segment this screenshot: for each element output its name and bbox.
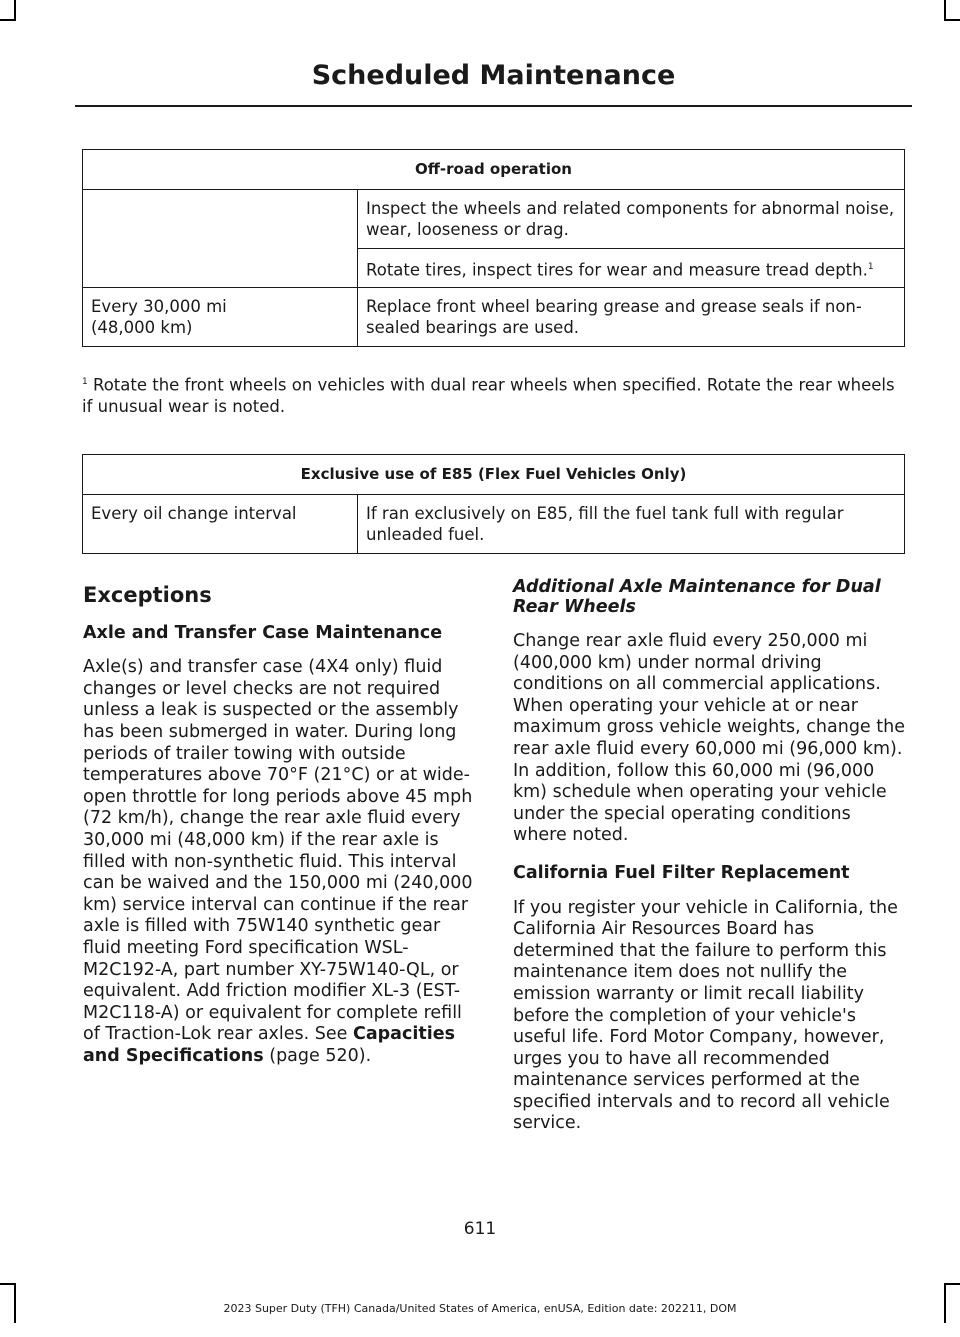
crop-mark-top-right-h xyxy=(944,19,960,21)
header-divider xyxy=(75,105,912,107)
table-footnote xyxy=(82,372,905,417)
footnote-marker: 1 xyxy=(867,262,874,272)
table-row xyxy=(83,287,905,346)
page-footer: 2023 Super Duty (TFH) Canada/United States of America, enUSA, Edition date: 202211, DOM xyxy=(223,1302,737,1315)
interval-cell xyxy=(83,190,358,288)
interval-cell xyxy=(83,287,358,346)
interval-line: Every 30,000 mi xyxy=(91,296,227,316)
dual-rear-paragraph: Change rear axle fluid every 250,000 mi (400,000 km) under normal driving conditions on all commercial applications. When operating your vehicle at or near maximum gross vehicle weights, change the rear axle fluid every 60,000 mi (96,000 km). In addition, follow this 60,000 mi (96,000 km) schedule when operating your vehicle under the special operating conditions where noted. xyxy=(513,631,905,846)
action-cell: Replace front wheel bearing grease and grease seals if non-sealed bearings are used. xyxy=(358,287,905,346)
off-road-operation-table xyxy=(82,149,905,347)
subsection-title: Axle and Transfer Case Maintenance xyxy=(83,622,443,643)
action-cell: Inspect the wheels and related components for abnormal noise, wear, looseness or drag. xyxy=(358,190,905,249)
table-row xyxy=(83,495,905,554)
interval-cell: Every oil change interval xyxy=(83,495,358,554)
action-text: Rotate tires, inspect tires for wear and measure tread depth. xyxy=(366,260,868,280)
footnote-text: Rotate the front wheels on vehicles with dual rear wheels when specified. Rotate the rear wheels if unusual wear is noted. xyxy=(82,375,895,416)
page-title: Scheduled Maintenance xyxy=(311,60,676,91)
crop-mark-top-right xyxy=(944,0,946,19)
section-title: Exceptions xyxy=(83,583,212,607)
action-cell: If ran exclusively on E85, fill the fuel tank full with regular unleaded fuel. xyxy=(358,495,905,554)
cross-reference-link[interactable]: Capacities and Specifications xyxy=(83,1024,456,1066)
crop-mark-top-left xyxy=(14,0,16,19)
action-cell xyxy=(358,249,905,288)
subsection-title: California Fuel Filter Replacement xyxy=(513,862,850,883)
table-heading: Exclusive use of E85 (Flex Fuel Vehicles Only) xyxy=(83,455,905,495)
right-column xyxy=(513,577,909,1135)
e85-table xyxy=(82,454,905,554)
subsection-title: Additional Axle Maintenance for Dual Rear Wheels xyxy=(513,577,881,617)
crop-mark-bottom-left-h xyxy=(0,1283,16,1285)
crop-mark-top-left-h xyxy=(0,19,16,21)
interval-line: (48,000 km) xyxy=(91,317,193,337)
axle-text: Axle(s) and transfer case (4X4 only) fluid changes or level checks are not required unless a leak is suspected or the assembly has been submerged in water. During long periods of trailer towing with outside temperatures above 70°F (21°C) or at wide-open throttle for long periods above 45 mph (72 km/h), change the rear axle fluid every 30,000 mi (48,000 km) if the rear axle is filled with non-synthetic fluid. This interval can be waived and the 150,000 mi (240,000 km) service interval can continue if the rear axle is filled with 75W140 synthetic gear fluid meeting Ford specification WSL-M2C192-A, part number XY-75W140-QL, or equivalent. Add friction modifier XL-3 (EST-M2C118-A) or equivalent for complete refill of Traction-Lok rear axles. See xyxy=(83,657,473,1045)
crop-mark-bottom-right-h xyxy=(944,1283,960,1285)
footnote-marker: 1 xyxy=(82,377,88,387)
page-number: 611 xyxy=(463,1219,497,1239)
california-paragraph: If you register your vehicle in California, the California Air Resources Board has determined that the failure to perform this maintenance item does not nullify the emission warranty or limit recall liability before the completion of your vehicle's useful life. Ford Motor Company, however, urges you to have all recommended maintenance services performed at the specified intervals and to record all vehicle service. xyxy=(513,897,898,1134)
page-reference: (page 520). xyxy=(263,1045,372,1066)
table-heading: Off-road operation xyxy=(83,150,905,190)
table-row xyxy=(83,190,905,249)
axle-paragraph xyxy=(83,657,477,1067)
left-column xyxy=(83,585,477,1067)
